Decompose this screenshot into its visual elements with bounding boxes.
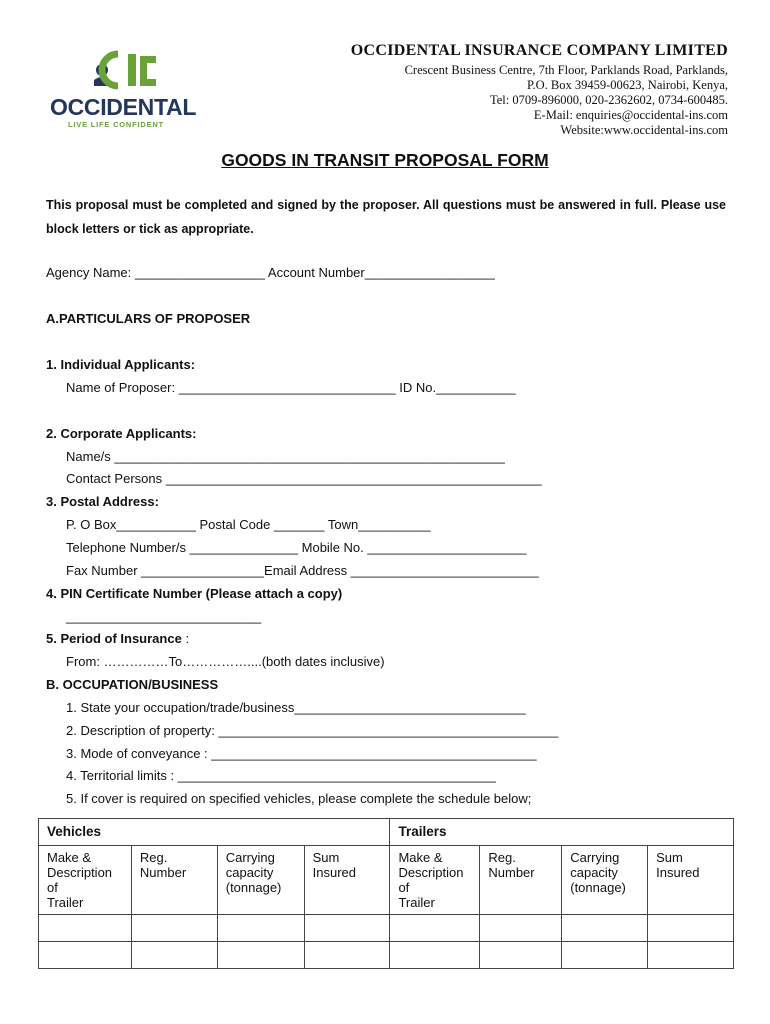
col-sum-insured: Sum Insured [304, 846, 390, 915]
postal-box-field[interactable]: P. O Box___________ Postal Code _______ Town__________ [66, 517, 431, 532]
q3-heading: 3. Postal Address: [46, 494, 159, 509]
q1-heading: 1. Individual Applicants: [46, 357, 196, 372]
fax-email-field[interactable]: Fax Number _________________Email Address __________________________ [66, 563, 539, 578]
logo-mark-icon [88, 46, 168, 96]
address-line: P.O. Box 39459-00623, Nairobi, Kenya, [526, 78, 728, 92]
table-cell[interactable] [562, 942, 648, 969]
phone-line: Tel: 0709-896000, 020-2362602, 0734-600485. [490, 93, 728, 107]
table-row[interactable] [39, 915, 734, 942]
table-cell[interactable] [390, 915, 480, 942]
agency-account-line[interactable]: Agency Name: __________________ Account Number__________________ [46, 265, 495, 280]
col-carrying-capacity: Carrying capacity (tonnage) [217, 846, 304, 915]
col-sum-insured: Sum Insured [648, 846, 734, 915]
col-reg-number: Reg. Number [480, 846, 562, 915]
table-cell[interactable] [648, 942, 734, 969]
address-line: Crescent Business Centre, 7th Floor, Parklands Road, Parklands, [404, 63, 728, 77]
table-header-row [39, 846, 734, 915]
occupation-field[interactable]: 1. State your occupation/trade/business________________________________ [66, 700, 526, 715]
company-info [351, 42, 728, 138]
table-cell[interactable] [480, 942, 562, 969]
company-name: OCCIDENTAL INSURANCE COMPANY LIMITED [350, 42, 728, 59]
table-row[interactable] [39, 942, 734, 969]
company-logo [50, 46, 197, 134]
pin-field[interactable]: ___________________________ [66, 609, 262, 624]
contact-persons-field[interactable]: Contact Persons ____________________________________________________ [66, 471, 542, 486]
col-make-description: Make & Description of Trailer [39, 846, 132, 915]
section-b-heading: B. OCCUPATION/BUSINESS [46, 677, 219, 692]
col-carrying-capacity: Carrying capacity (tonnage) [562, 846, 648, 915]
telephone-field[interactable]: Telephone Number/s _______________ Mobile No. ______________________ [66, 540, 527, 555]
intro-text: This proposal must be completed and signed by the proposer. All questions must be answered in full. Please use block letters or tick as appropriate. [46, 198, 726, 236]
website-line: Website:www.occidental-ins.com [560, 123, 728, 137]
table-cell[interactable] [648, 915, 734, 942]
logo-wordmark: OCCIDENTAL [50, 94, 197, 120]
table-cell[interactable] [480, 915, 562, 942]
vehicle-schedule-table [38, 818, 734, 969]
table-group-row [39, 819, 734, 846]
proposer-name-field[interactable]: Name of Proposer: ______________________________ ID No.___________ [66, 380, 516, 395]
table-cell[interactable] [304, 942, 390, 969]
table-cell[interactable] [217, 942, 304, 969]
section-a-heading: A.PARTICULARS OF PROPOSER [46, 311, 251, 326]
q5-colon: : [181, 631, 190, 646]
q5-heading [46, 631, 189, 646]
vehicles-group-header: Vehicles [39, 819, 390, 846]
property-description-field[interactable]: 2. Description of property: _______________________________________________ [66, 723, 559, 738]
logo-tagline: LIVE LIFE CONFIDENT [68, 120, 165, 129]
trailers-group-header: Trailers [390, 819, 734, 846]
q4-heading: 4. PIN Certificate Number (Please attach a copy) [46, 586, 343, 601]
col-reg-number: Reg. Number [131, 846, 217, 915]
q5-label: 5. Period of Insurance [46, 631, 182, 646]
table-cell[interactable] [304, 915, 390, 942]
table-cell[interactable] [39, 915, 132, 942]
email-line: E-Mail: enquiries@occidental-ins.com [533, 108, 728, 122]
table-cell[interactable] [131, 915, 217, 942]
table-cell[interactable] [39, 942, 132, 969]
corporate-names-field[interactable]: Name/s ______________________________________________________ [66, 449, 505, 464]
form-title: GOODS IN TRANSIT PROPOSAL FORM [221, 150, 549, 170]
period-field[interactable]: From: ……………To……………....(both dates inclusive) [66, 654, 385, 669]
table-cell[interactable] [390, 942, 480, 969]
q2-heading: 2. Corporate Applicants: [46, 426, 197, 441]
table-cell[interactable] [217, 915, 304, 942]
table-cell[interactable] [562, 915, 648, 942]
col-make-description: Make & Description of Trailer [390, 846, 480, 915]
territorial-limits-field[interactable]: 4. Territorial limits : ____________________________________________ [66, 768, 496, 783]
table-cell[interactable] [131, 942, 217, 969]
conveyance-field[interactable]: 3. Mode of conveyance : _____________________________________________ [66, 746, 537, 761]
schedule-instruction: 5. If cover is required on specified vehicles, please complete the schedule below; [66, 791, 532, 806]
